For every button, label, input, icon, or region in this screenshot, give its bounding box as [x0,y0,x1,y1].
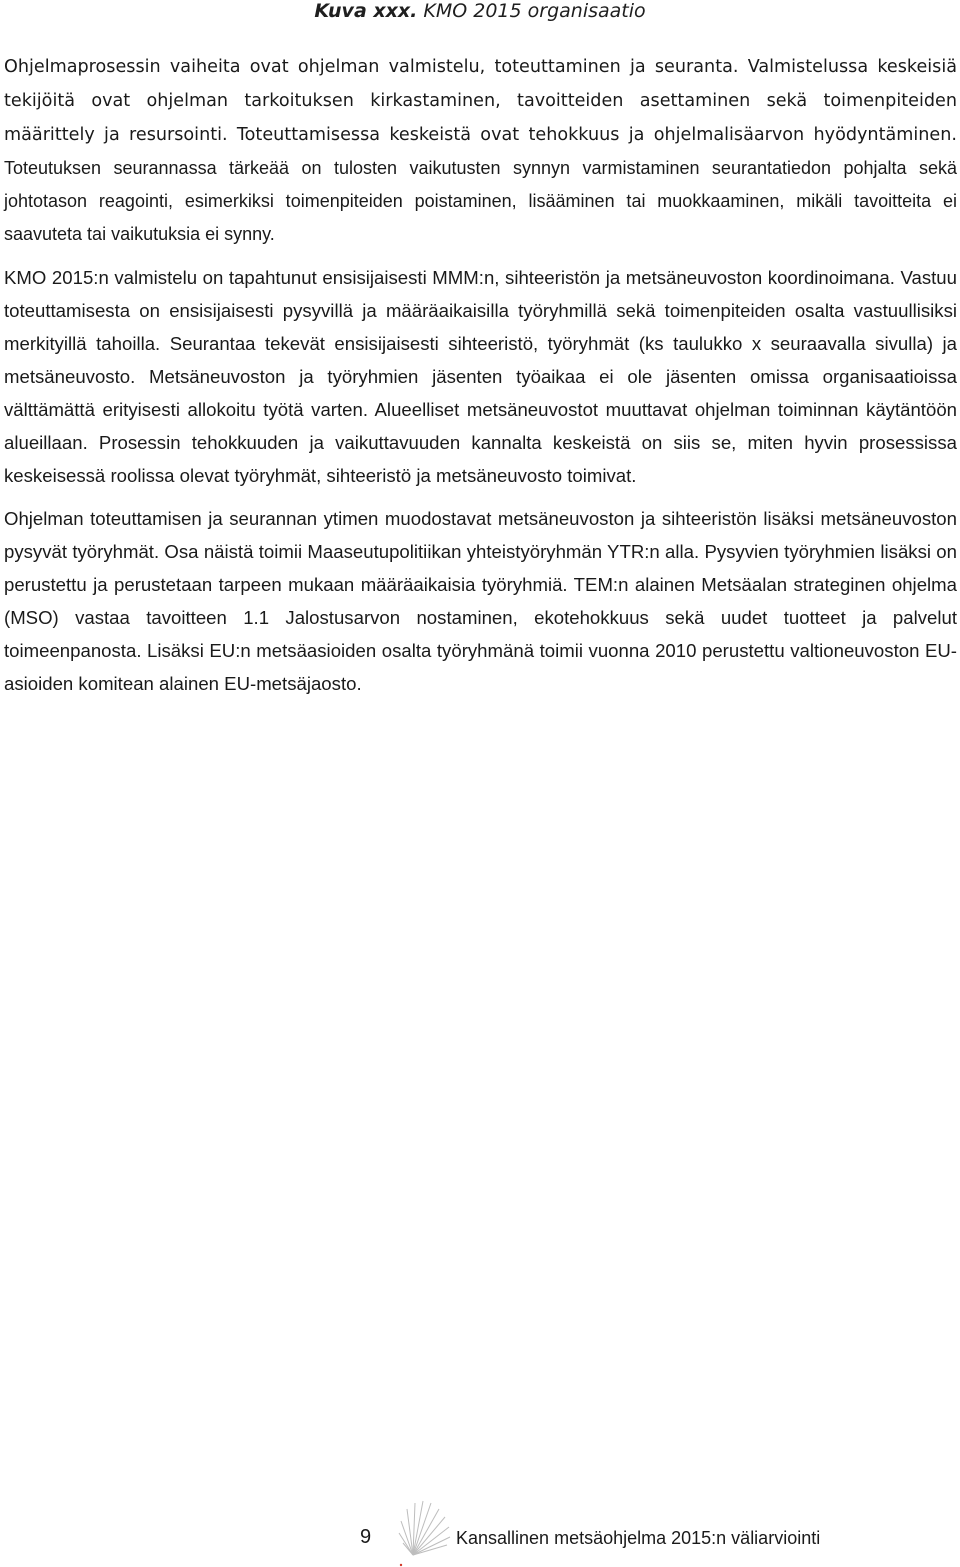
caption-label: Kuva xxx. [314,0,418,22]
paragraph-implementation-core: Ohjelman toteuttamisen ja seurannan ytimen muodostavat metsäneuvoston ja sihteeristön lisäksi metsäneuvoston pysyvät työryhmät. Osa näistä toimii Maaseutupolitiikan yhteistyöryhmän YTR:n alla. Pysyvien työryhmien lisäksi on perustettu ja perustetaan tarpeen mukaan määräaikaisia työryhmiä. TEM:n alainen Metsäalan strateginen ohjelma (MSO) vastaa tavoitteen 1.1 Jalostusarvon nostaminen, ekotehokkuus sekä uudet tuotteet ja palvelut toimeenpanosta. Lisäksi EU:n metsäasioiden osalta työryhmänä toimii vuonna 2010 perustettu valtioneuvoston EU-asioiden komitean alainen EU-metsäjaosto. [4,508,957,694]
kmo-sunburst-logo-icon [393,1495,455,1567]
caption-text: KMO 2015 organisaatio [417,0,646,22]
document-title: Kansallinen metsäohjelma 2015:n väliarviointi [456,1528,821,1548]
document-body [4,50,957,700]
paragraph-process-phases-lead: Ohjelmaprosessin vaiheita ovat ohjelman valmistelu, toteuttaminen ja seuranta. Valmistelussa keskeisiä tekijöitä ovat ohjelman tarkoituksen kirkastaminen, tavoitteiden asettaminen sekä toimenpiteiden määrittely ja resursointi. Toteuttamisessa keskeistä ovat tehokkuus ja ohjelmalisäarvon hyödyntäminen. [4,57,957,145]
paragraph-process-phases [4,50,957,251]
page-number: 9 [360,1526,372,1548]
paragraph-process-phases-tail: Toteutuksen seurannassa tärkeää on tulosten vaikutusten synnyn varmistaminen seurantatiedon pohjalta sekä johtotason reagointi, esimerkiksi toimenpiteiden poistaminen, lisääminen tai muokkaaminen, mikäli tavoitteita ei saavuteta tai vaikutuksia ei synny. [4,158,957,244]
figure-caption [0,0,960,22]
page-footer [0,1495,960,1567]
paragraph-preparation-responsibility: KMO 2015:n valmistelu on tapahtunut ensisijaisesti MMM:n, sihteeristön ja metsäneuvoston koordinoimana. Vastuu toteuttamisesta on ensisijaisesti pysyvillä ja määräaikaisilla työryhmillä sekä toimenpiteiden osalta vastuullisiksi merkityillä tahoilla. Seurantaa tekevät ensisijaisesti sihteeristö, työryhmät (ks taulukko x seuraavalla sivulla) ja metsäneuvosto. Metsäneuvoston ja työryhmien jäsenten työaikaa ei ole jäsenten omissa organisaatioissa välttämättä erityisesti allokoitu työtä varten. Alueelliset metsäneuvostot muuttavat ohjelman toiminnan käytäntöön alueillaan. Prosessin tehokkuuden ja vaikuttavuuden kannalta keskeistä on siis se, miten hyvin prosessissa keskeisessä roolissa olevat työryhmät, sihteeristö ja metsäneuvosto toimivat. [4,267,957,486]
